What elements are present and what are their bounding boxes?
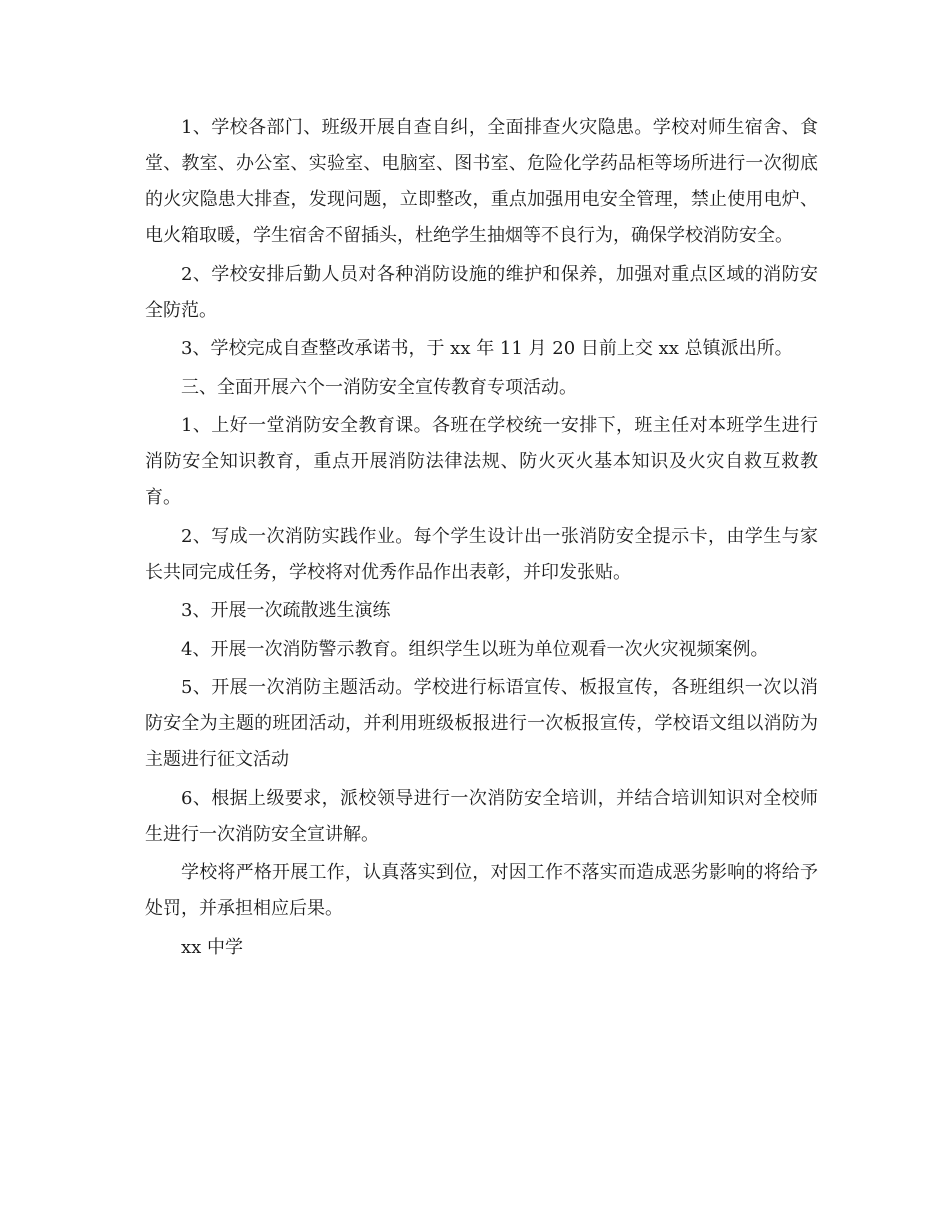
paragraph-practice-assignment: 2、写成一次消防实践作业。每个学生设计出一张消防安全提示卡，由学生与家长共同完成任务，学校将对优秀作品作出表彰，并印发张贴。 (145, 525, 818, 583)
section-heading-six-activities: 三、全面开展六个一消防安全宣传教育专项活动。 (181, 376, 577, 398)
paragraph-logistics-maintenance: 2、学校安排后勤人员对各种消防设施的维护和保养，加强对重点区域的消防安全防范。 (145, 263, 818, 321)
paragraph-rectification-commitment: 3、学校完成自查整改承诺书，于 xx 年 11 月 20 日前上交 xx 总镇派出所。 (181, 338, 793, 359)
paragraph-closing-statement: 学校将严格开展工作，认真落实到位，对因工作不落实而造成恶劣影响的将给予处罚，并承担相应后果。 (145, 862, 818, 919)
paragraph-safety-training: 6、根据上级要求，派校领导进行一次消防安全培训，并结合培训知识对全校师生进行一次消防安全宣讲解。 (145, 787, 818, 845)
paragraph-school-self-inspection: 1、学校各部门、班级开展自查自纠，全面排查火灾隐患。学校对师生宿舍、食堂、教室、办公室、实验室、电脑室、图书室、危险化学药品柜等场所进行一次彻底的火灾隐患大排查，发现问题，立即整改，重点加强用电安全管理，禁止使用电炉、电火箱取暖，学生宿舍不留插头，杜绝学生抽烟等不良行为，确保学校消防安全。 (145, 117, 818, 246)
paragraph-theme-activity: 5、开展一次消防主题活动。学校进行标语宣传、板报宣传，各班组织一次以消防安全为主题的班团活动，并利用班级板报进行一次板报宣传，学校语文组以消防为主题进行征文活动 (145, 677, 818, 770)
paragraph-safety-lesson: 1、上好一堂消防安全教育课。各班在学校统一安排下，班主任对本班学生进行消防安全知识教育，重点开展消防法律法规、防火灭火基本知识及火灾自救互救教育。 (145, 415, 818, 508)
paragraph-evacuation-drill: 3、开展一次疏散逃生演练 (181, 600, 391, 621)
signature-school-name: xx 中学 (181, 936, 244, 958)
paragraph-warning-education: 4、开展一次消防警示教育。组织学生以班为单位观看一次火灾视频案例。 (181, 638, 769, 660)
